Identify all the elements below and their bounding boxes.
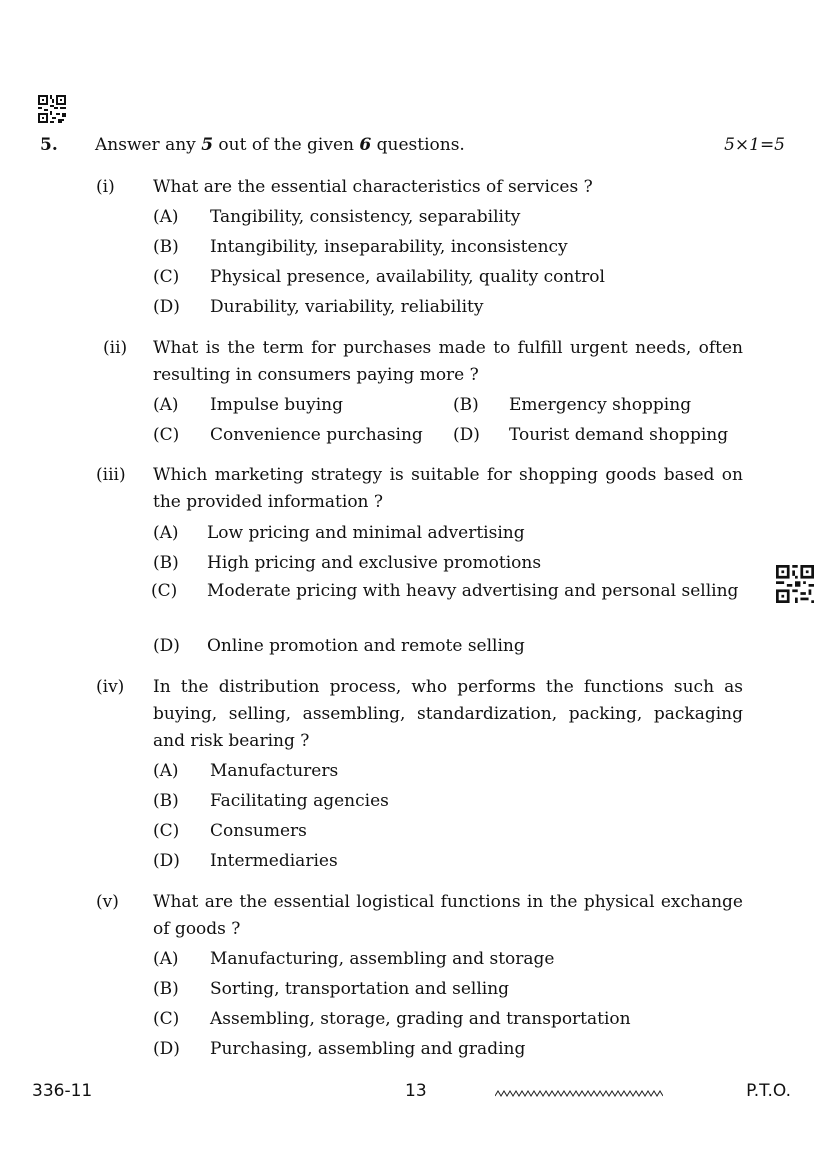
- option-text: Emergency shopping: [509, 395, 692, 415]
- option-text: Tourist demand shopping: [509, 425, 729, 445]
- option: [151, 580, 743, 628]
- subquestion-iv: [96, 674, 746, 755]
- option-label: (A): [153, 523, 179, 543]
- instruction-count: 5: [201, 135, 214, 155]
- instruction-suffix: questions.: [371, 135, 465, 155]
- subquestion-ii: [103, 335, 746, 389]
- option-label: (B): [153, 237, 179, 257]
- option-label: (B): [153, 791, 179, 811]
- option-text: Consumers: [210, 821, 307, 841]
- option-label: (A): [153, 207, 179, 227]
- option-label: (D): [153, 636, 180, 656]
- option-text: Intermediaries: [210, 851, 338, 871]
- option-label: (C): [153, 821, 180, 841]
- subquestion-text: Which marketing strategy is suitable for shopping goods based on the provided information ?: [153, 465, 743, 512]
- option-text: Intangibility, inseparability, inconsistency: [210, 237, 568, 257]
- subquestion-label: (ii): [103, 338, 128, 358]
- option-label: (A): [153, 761, 179, 781]
- please-turn-over: P.T.O.: [746, 1081, 791, 1101]
- option-label: (A): [153, 395, 179, 415]
- subquestion-label: (iv): [96, 677, 125, 697]
- option-label: (D): [153, 297, 180, 317]
- page-number: 13: [405, 1081, 427, 1101]
- question-instruction: [95, 135, 465, 155]
- instruction-total: 6: [359, 135, 372, 155]
- option-text: Moderate pricing with heavy advertising and personal selling: [207, 581, 739, 601]
- option-label: (C): [153, 1009, 180, 1029]
- option-text: Sorting, transportation and selling: [210, 979, 510, 999]
- option-label: (D): [153, 1039, 180, 1059]
- question-number: 5.: [40, 135, 58, 155]
- option-text: Impulse buying: [210, 395, 343, 415]
- option-label: (C): [151, 581, 178, 601]
- wavy-line-decoration: [495, 1084, 663, 1103]
- option-label: (D): [453, 425, 480, 445]
- option-label: (C): [153, 267, 180, 287]
- option-text: Durability, variability, reliability: [210, 297, 484, 317]
- subquestion-text: What is the term for purchases made to fulfill urgent needs, often resulting in consumers paying more ?: [153, 338, 743, 385]
- instruction-mid: out of the given: [213, 135, 360, 155]
- subquestion-text: In the distribution process, who performs the functions such as buying, selling, assembling, standardization, packing, packaging and risk bearing ?: [153, 677, 743, 751]
- subquestion-v: [96, 889, 746, 943]
- option-label: (D): [153, 851, 180, 871]
- marks-allocation: 5×1=5: [724, 135, 785, 155]
- subquestion-label: (v): [96, 892, 119, 912]
- option-label: (B): [153, 553, 179, 573]
- option-label: (A): [153, 949, 179, 969]
- qr-code-icon: [776, 565, 814, 603]
- option-label: (C): [153, 425, 180, 445]
- subquestion-label: (i): [96, 177, 115, 197]
- option-text: Tangibility, consistency, separability: [210, 207, 521, 227]
- subquestion-iii: [96, 462, 746, 516]
- option-text: High pricing and exclusive promotions: [207, 553, 542, 573]
- subquestion-text: What are the essential logistical functions in the physical exchange of goods ?: [153, 892, 743, 939]
- option-text: Online promotion and remote selling: [207, 636, 525, 656]
- subquestion-i: [96, 174, 746, 201]
- subquestion-text: What are the essential characteristics of services ?: [153, 177, 593, 197]
- option-label: (B): [153, 979, 179, 999]
- option-text: Facilitating agencies: [210, 791, 389, 811]
- option-text: Physical presence, availability, quality control: [210, 267, 605, 287]
- option-text: Purchasing, assembling and grading: [210, 1039, 526, 1059]
- instruction-prefix: Answer any: [95, 135, 202, 155]
- paper-code: 336-11: [32, 1081, 93, 1101]
- qr-code-icon: [38, 95, 66, 123]
- option-text: Assembling, storage, grading and transportation: [210, 1009, 631, 1029]
- option-text: Manufacturing, assembling and storage: [210, 949, 555, 969]
- option-text: Low pricing and minimal advertising: [207, 523, 525, 543]
- option-text: Convenience purchasing: [210, 425, 423, 445]
- option-text: Manufacturers: [210, 761, 339, 781]
- subquestion-label: (iii): [96, 465, 126, 485]
- option-label: (B): [453, 395, 479, 415]
